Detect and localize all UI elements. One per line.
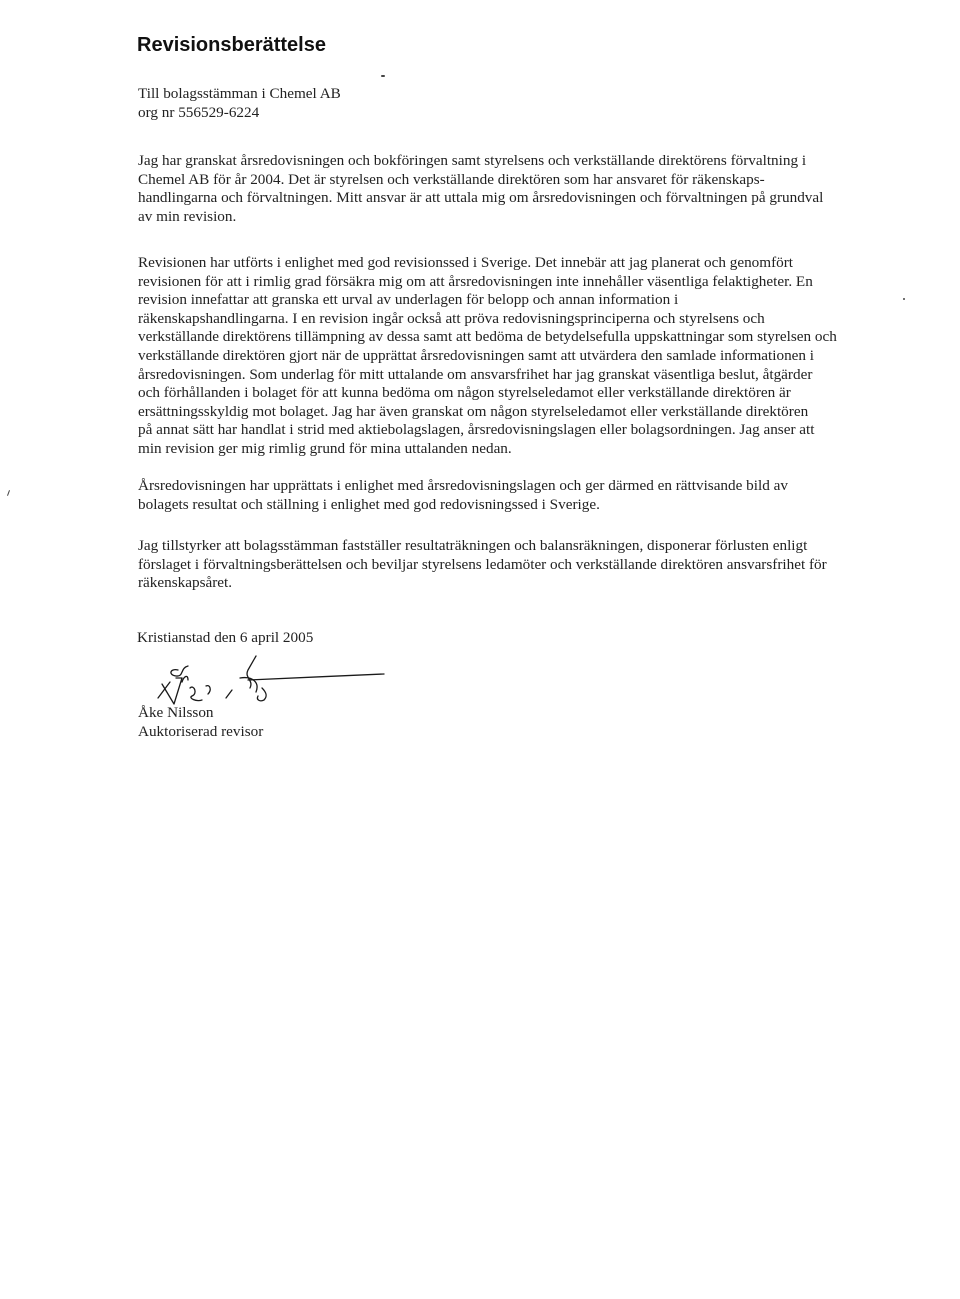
scan-mark	[381, 75, 385, 77]
text-line: verkställande direktören gjort när de upprättat årsredovisningen samt att utvärdera den samlade informationen i	[138, 346, 815, 364]
place-and-date: Kristianstad den 6 april 2005	[137, 629, 314, 646]
text-line: handlingarna och förvaltningen. Mitt ansvar är att uttala mig om årsredovisningen och förvaltningen på grundval	[138, 189, 824, 207]
org-number: org nr 556529-6224	[138, 103, 260, 121]
text-line: Årsredovisningen har upprättats i enlighet med årsredovisningslagen och ger därmed en rättvisande bild av	[138, 477, 788, 494]
paragraph-recommendation	[138, 537, 878, 593]
paragraph-method	[138, 254, 878, 459]
scan-mark	[7, 490, 10, 496]
text-line: revision innefattar att granska ett urval av underlagen för belopp och annan information i	[138, 291, 679, 309]
text-line: Jag tillstyrker att bolagsstämman fastställer resultaträkningen och balansräkningen, disponerar förlusten enligt	[138, 537, 808, 554]
text-line: räkenskapshandlingarna. I en revision ingår också att pröva redovisningsprinciperna och styrelsens och	[138, 309, 765, 327]
text-line: revisionen för att i rimlig grad försäkra mig om att årsredovisningen inte innehåller väsentliga felaktigheter. En	[138, 272, 813, 290]
recipient-line: Till bolagsstämman i Chemel AB	[138, 85, 341, 102]
text-line: Chemel AB för år 2004. Det är styrelsen och verkställande direktören som har ansvaret för räkenskaps-	[138, 170, 765, 188]
recipient-block	[138, 85, 538, 122]
text-line: räkenskapsåret.	[138, 574, 233, 592]
document-title: Revisionsberättelse	[137, 34, 326, 56]
text-line: av min revision.	[138, 207, 237, 225]
handwritten-signature	[140, 648, 390, 712]
text-line: Jag har granskat årsredovisningen och bokföringen samt styrelsens och verkställande direktörens förvaltning i	[138, 152, 807, 169]
paragraph-opinion-annual-report	[138, 477, 878, 514]
text-line: årsredovisningen. Som underlag för mitt uttalande om ansvarsfrihet har jag granskat väsentliga beslut, åtgärder	[138, 365, 813, 383]
text-line: Revisionen har utförts i enlighet med god revisionssed i Sverige. Det innebär att jag planerat och genomfört	[138, 254, 793, 271]
text-line: verkställande direktörens tillämpning av dessa samt att bedöma de betydelsefulla uppskattningar som styrelsen och	[138, 328, 837, 346]
paragraph-scope	[138, 152, 878, 226]
text-line: bolagets resultat och ställning i enlighet med god redovisningssed i Sverige.	[138, 495, 600, 513]
text-line: och förhållanden i bolaget för att kunna bedöma om någon styrelseledamot eller verkställande direktören är	[138, 384, 791, 402]
text-line: förslaget i förvaltningsberättelsen och beviljar styrelsens ledamöter och verkställande direktören ansvarsfrihet för	[138, 555, 827, 573]
signer-name: Åke Nilsson	[138, 704, 214, 721]
text-line: ersättningsskyldig mot bolaget. Jag har även granskat om någon styrelseledamot eller verkställande direktören	[138, 402, 809, 420]
text-line: på annat sätt har handlat i strid med aktiebolagslagen, årsredovisningslagen eller bolagsordningen. Jag anser att	[138, 421, 815, 439]
text-line: min revision ger mig rimlig grund för mina uttalanden nedan.	[138, 439, 512, 457]
scan-mark	[903, 298, 905, 300]
signer-title: Auktoriserad revisor	[138, 723, 264, 740]
